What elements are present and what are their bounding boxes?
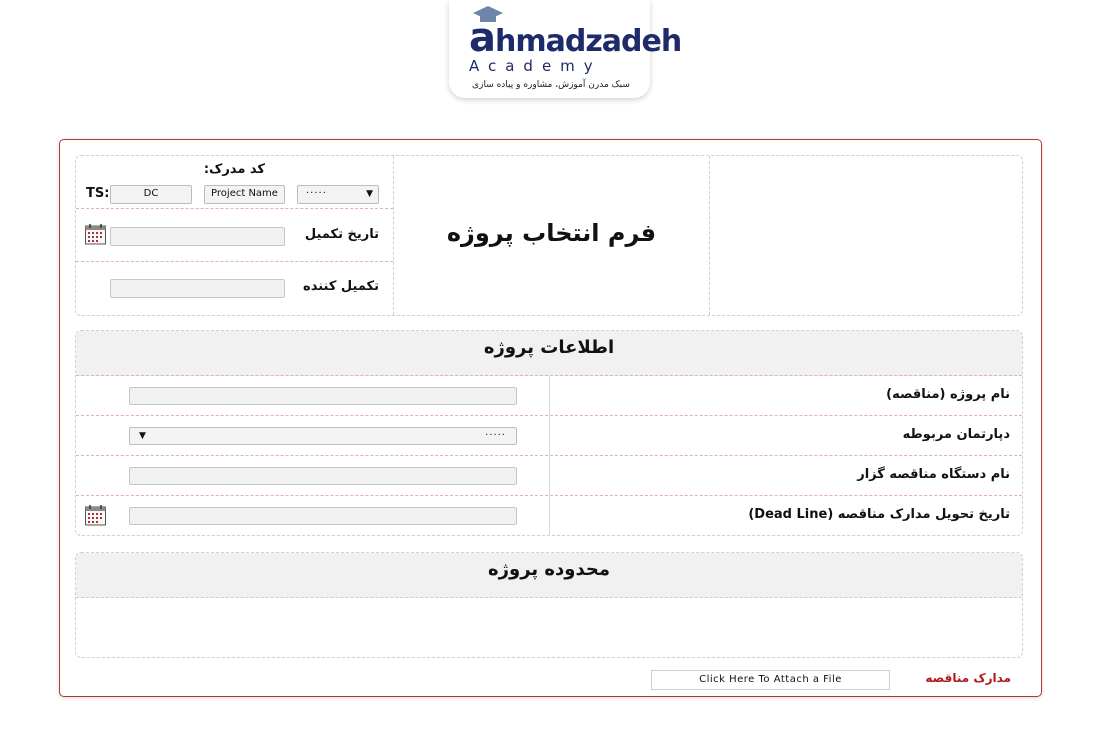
deadline-label: تاریخ تحویل مدارک مناقصه (Dead Line) — [748, 507, 1010, 522]
project-scope-title: محدوده پروژه — [76, 553, 1022, 598]
form-title-column — [393, 156, 710, 315]
doc-code-label: کد مدرک: — [203, 162, 265, 177]
project-info-panel — [75, 330, 1023, 536]
chevron-down-icon: ▼ — [139, 431, 146, 441]
ts-label: TS: — [86, 186, 110, 201]
tender-organization-label: نام دستگاه مناقصه گزار — [857, 467, 1010, 482]
deadline-date-input[interactable] — [129, 507, 517, 525]
info-row-deadline — [76, 495, 1022, 536]
chevron-down-icon: ▼ — [366, 189, 373, 199]
info-row-project-name — [76, 375, 1022, 416]
project-info-title: اطلاعات پروژه — [76, 331, 1022, 376]
info-row-tender-organization — [76, 455, 1022, 496]
project-selection-form — [59, 139, 1042, 697]
completed-by-input[interactable] — [110, 279, 285, 298]
completion-date-label: تاریخ تکمیل — [304, 227, 379, 242]
department-select-value: ····· — [485, 430, 506, 441]
department-select[interactable] — [129, 427, 517, 445]
completion-date-input[interactable] — [110, 227, 285, 246]
tender-organization-input[interactable] — [129, 467, 517, 485]
project-scope-panel — [75, 552, 1023, 658]
calendar-icon[interactable] — [85, 505, 106, 526]
project-name-input[interactable] — [129, 387, 517, 405]
department-label: دپارتمان مربوطه — [902, 427, 1010, 442]
column-divider — [549, 496, 550, 536]
form-header-panel — [75, 155, 1023, 316]
project-scope-textarea[interactable] — [76, 597, 1022, 657]
logo-brand-text: ahmadzadeh — [469, 15, 682, 61]
info-row-department — [76, 415, 1022, 456]
document-info-column — [76, 156, 393, 315]
column-divider — [549, 376, 550, 416]
row-divider — [76, 261, 393, 262]
column-divider — [549, 416, 550, 456]
project-name-button[interactable]: Project Name — [204, 185, 285, 204]
logo-subtitle: Academy — [469, 57, 602, 75]
dc-field[interactable]: DC — [110, 185, 192, 204]
calendar-icon[interactable] — [85, 224, 106, 245]
tender-documents-label: مدارک مناقصه — [925, 671, 1011, 685]
completed-by-label: تکمیل کننده — [303, 279, 379, 294]
logo-tagline: سبک مدرن آموزش، مشاوره و پیاده سازی — [472, 80, 630, 90]
doc-code-select[interactable] — [297, 185, 379, 204]
logo-placeholder-column — [708, 156, 1022, 315]
row-divider — [76, 208, 393, 209]
doc-code-select-value: ····· — [306, 188, 327, 199]
form-title: فرم انتخاب پروژه — [446, 219, 657, 247]
attach-file-button[interactable]: Click Here To Attach a File — [651, 670, 890, 690]
project-name-label: نام پروژه (مناقصه) — [886, 387, 1010, 402]
column-divider — [549, 456, 550, 496]
academy-logo — [449, 0, 682, 98]
